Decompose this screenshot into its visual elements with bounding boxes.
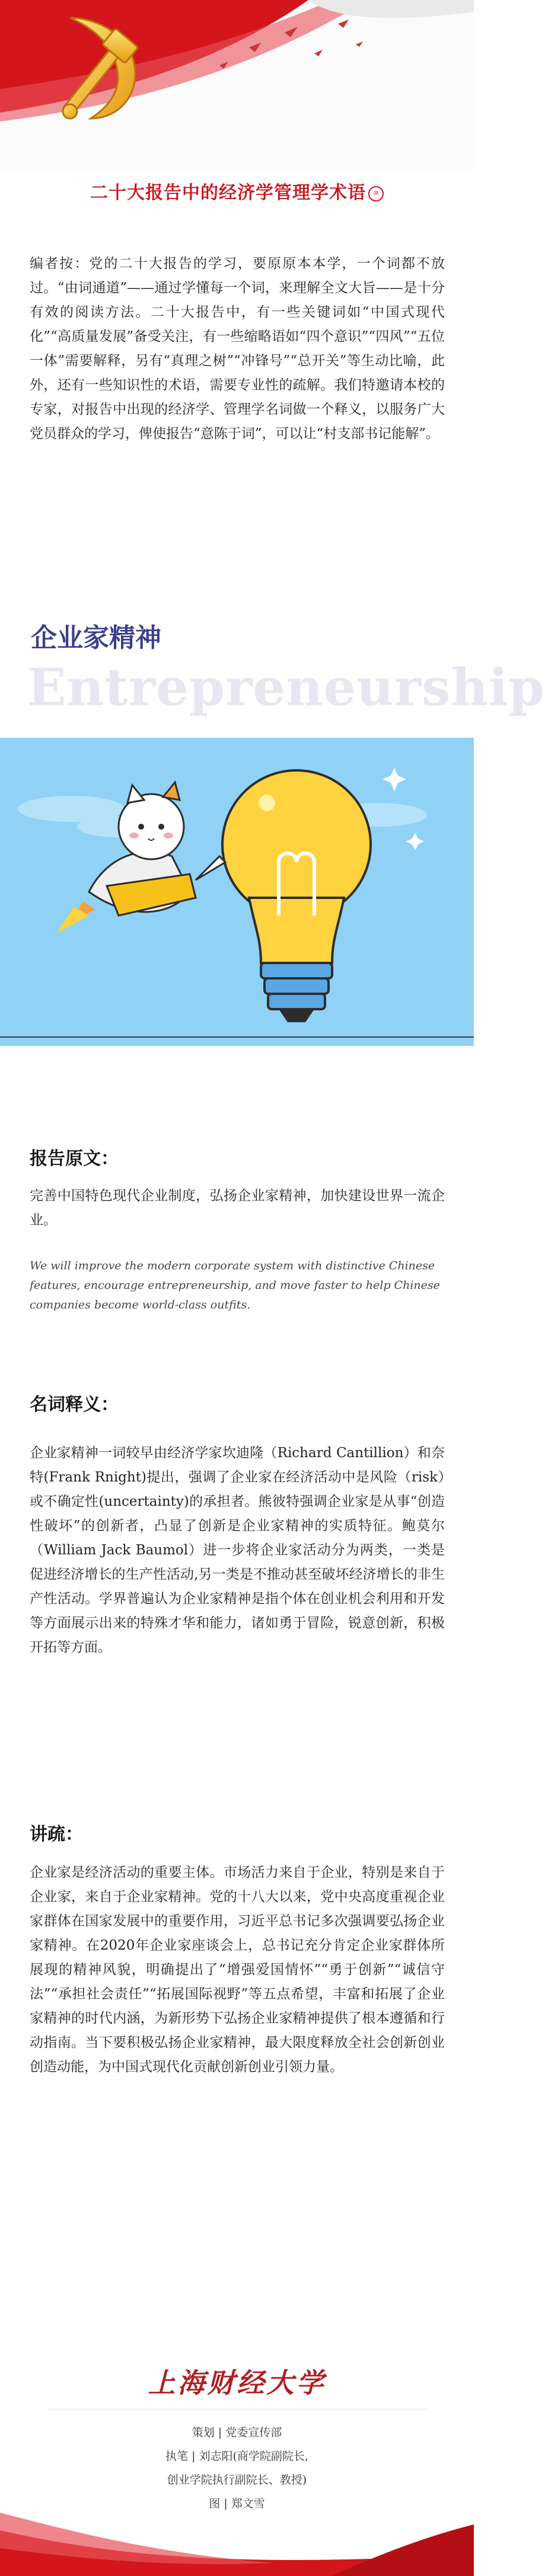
term-title: 企业家精神	[31, 623, 161, 653]
credit-planning: 策划 | 党委宣传部	[192, 2426, 282, 2439]
report-text-heading: 报告原文：	[30, 1148, 119, 1169]
commentary-heading: 讲疏：	[30, 1824, 83, 1845]
cat-rocket-bulb-icon	[0, 738, 474, 1046]
credit-writer-line-2: 创业学院执行副院长、教授)	[167, 2473, 307, 2487]
report-text-en: We will improve the modern corporate system with distinctive Chinese features, encourage entrepreneurship, and move faster to help Chinese companies become world-class outfits.	[30, 1259, 440, 1311]
issue-number-badge: ⑩	[368, 186, 384, 201]
illustration-cat-lightbulb	[0, 738, 474, 1046]
university-logo: 上海财经大学	[148, 2367, 326, 2399]
page-title-row	[0, 178, 474, 204]
commentary-text: 企业家是经济活动的重要主体。市场活力来自于企业，特别是来自于企业家，来自于企业家精神。党的十八大以来，党中央高度重视企业家群体在国家发展中的重要作用，习近平总书记多次强调要弘扬企业家精神。在2020年企业家座谈会上，总书记充分肯定企业家群体所展现的精神风貌，明确提出了“增强爱国情怀”“勇于创新”“诚信守法”“承担社会责任”“拓展国际视野”等五点希望，丰富和拓展了企业家精神的时代内涵，为新形势下弘扬企业家精神提供了根本遵循和行动指南。当下要积极弘扬企业家精神，最大限度释放全社会创新创业创造动能，为中国式现代化贡献创新创业引领力量。	[30, 1865, 445, 2075]
definition-heading: 名词释义：	[30, 1394, 119, 1415]
editor-note: 编者按：党的二十大报告的学习，要原原本本学，一个词都不放过。“由词通道”——通过学懂每一个词，来理解全文大旨——是十分有效的阅读方法。二十大报告中，有一些关键词如“中国式现代化”“高质量发展”备受关注，有一些缩略语如“四个意识”“四风”“五位一体”需要解释，另有“真理之树”“冲锋号”“总开关”等生动比喻，此外，还有一些知识性的术语，需要专业性的疏解。我们特邀请本校的专家，对报告中出现的经济学、管理学名词做一个释义，以服务广大党员群众的学习，俾使报告“意陈于词”，可以让“村支部书记能解”。	[30, 256, 445, 441]
credit-image: 图 | 郑文雪	[209, 2497, 265, 2510]
page-title: 二十大报告中的经济学管理学术语	[90, 183, 366, 203]
header-banner	[0, 0, 474, 172]
credit-writer-line-1: 执笔 | 刘志阳(商学院副院长,	[165, 2450, 308, 2463]
report-text-zh: 完善中国特色现代企业制度，弘扬企业家精神，加快建设世界一流企业。	[30, 1188, 445, 1228]
bottom-red-flag-swoosh	[0, 2465, 474, 2576]
definition-text: 企业家精神一词较早由经济学家坎迪隆（Richard Cantillion）和奈特(Frank Rnight)提出，强调了企业家在经济活动中是风险（risk）或不确定性(uncertainty)的承担者。熊彼特强调企业家是从事“创造性破坏”的创新者，凸显了创新是企业家精神的实质特征。鲍莫尔（William Jack Baumol）进一步将企业家活动分为两类，一类是促进经济增长的生产性活动,另一类是不推动甚至破坏经济增长的非生产性活动。学界普遍认为企业家精神是指个体在创业机会利用和开发等方面展示出来的特殊才华和能力，诸如勇于冒险，锐意创新，积极开拓等方面。	[30, 1445, 445, 1655]
doves-decoration	[196, 12, 385, 83]
party-emblem-icon	[46, 12, 150, 124]
term-english-title: Entrepreneurship	[27, 658, 545, 718]
